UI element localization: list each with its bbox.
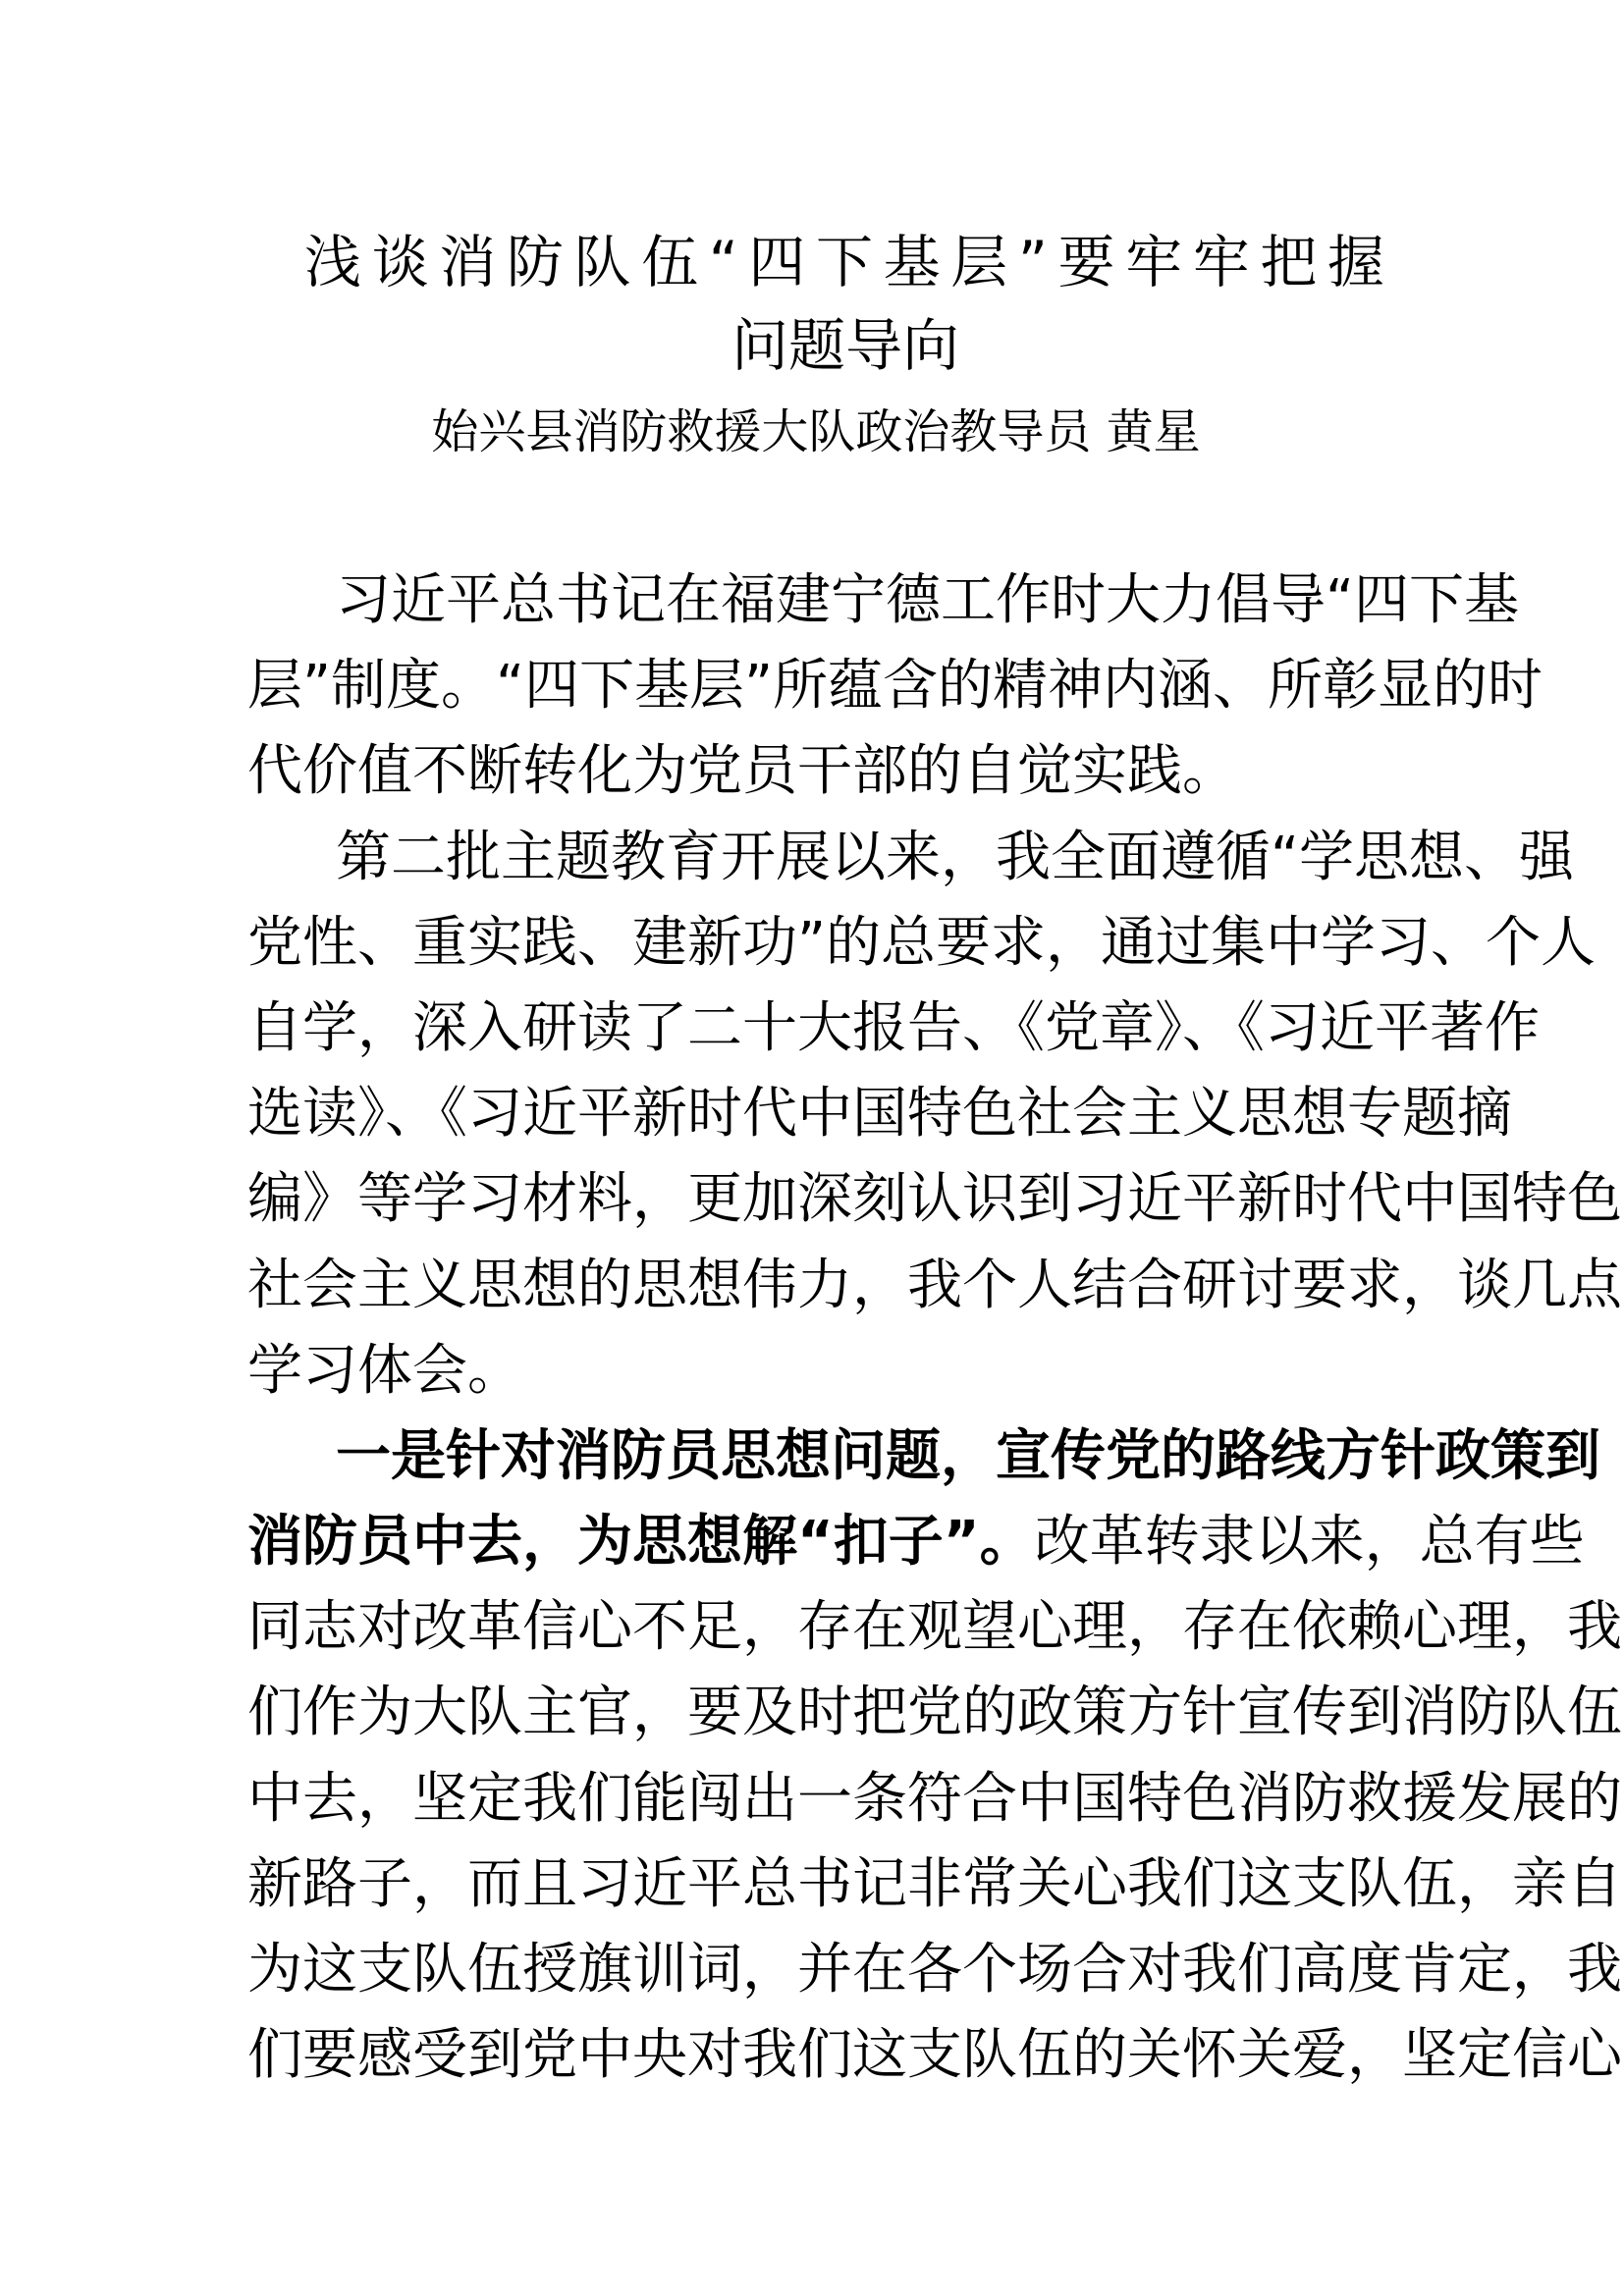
- body-text: 改革转隶以来，总有些: [1034, 1510, 1585, 1575]
- text-line: 们要感受到党中央对我们这支队伍的关怀关爱，坚定信心: [247, 2023, 1622, 2088]
- text-line: 代价值不断转化为党员干部的自觉实践。: [247, 739, 1237, 804]
- text-line: 社会主义思想的思想伟力，我个人结合研讨要求，谈几点: [247, 1253, 1622, 1317]
- text-line: 编》等学习材料，更加深刻认识到习近平新时代中国特色: [247, 1167, 1622, 1232]
- document-title-line-1: 浅谈消防队伍“四下基层”要牢牢把握: [304, 229, 1384, 295]
- text-line: 同志对改革信心不足，存在观望心理，存在依赖心理，我: [247, 1595, 1622, 1660]
- document-title-line-2: 问题导向: [731, 312, 959, 379]
- text-line: 习近平总书记在福建宁德工作时大力倡导“四下基: [336, 568, 1520, 632]
- text-line: 选读》、《习近平新时代中国特色社会主义思想专题摘: [247, 1082, 1512, 1147]
- paragraph-1: [247, 558, 1543, 815]
- text-line: [247, 1499, 1585, 1584]
- text-line: 们作为大队主官，要及时把党的政策方针宣传到消防队伍: [247, 1681, 1622, 1745]
- text-line: 学习体会。: [247, 1338, 522, 1403]
- text-line: 新路子，而且习近平总书记非常关心我们这支队伍，亲自: [247, 1851, 1622, 1916]
- text-line: 层”制度。“四下基层”所蕴含的精神内涵、所彰显的时: [247, 654, 1543, 719]
- text-line: 党性、重实践、建新功”的总要求，通过集中学习、个人: [247, 910, 1597, 975]
- paragraph-2: [247, 815, 1622, 1414]
- document-body: [247, 558, 1622, 2098]
- text-line: 为这支队伍授旗训词，并在各个场合对我们高度肯定，我: [247, 1938, 1622, 2002]
- text-line: 自学，深入研读了二十大报告、《党章》、《习近平著作: [247, 995, 1540, 1060]
- paragraph-3: [247, 1414, 1622, 2099]
- bold-heading-text: 消防员中去，为思想解“扣子”。: [247, 1510, 1035, 1575]
- text-line: 第二批主题教育开展以来，我全面遵循“学思想、强: [336, 825, 1575, 889]
- text-line: 中去，坚定我们能闯出一条符合中国特色消防救援发展的: [247, 1766, 1622, 1831]
- bold-heading-line: 一是针对消防员思想问题，宣传党的路线方针政策到: [336, 1423, 1600, 1488]
- author-byline: 始兴县消防救援大队政治教导员 黄星: [431, 404, 1201, 459]
